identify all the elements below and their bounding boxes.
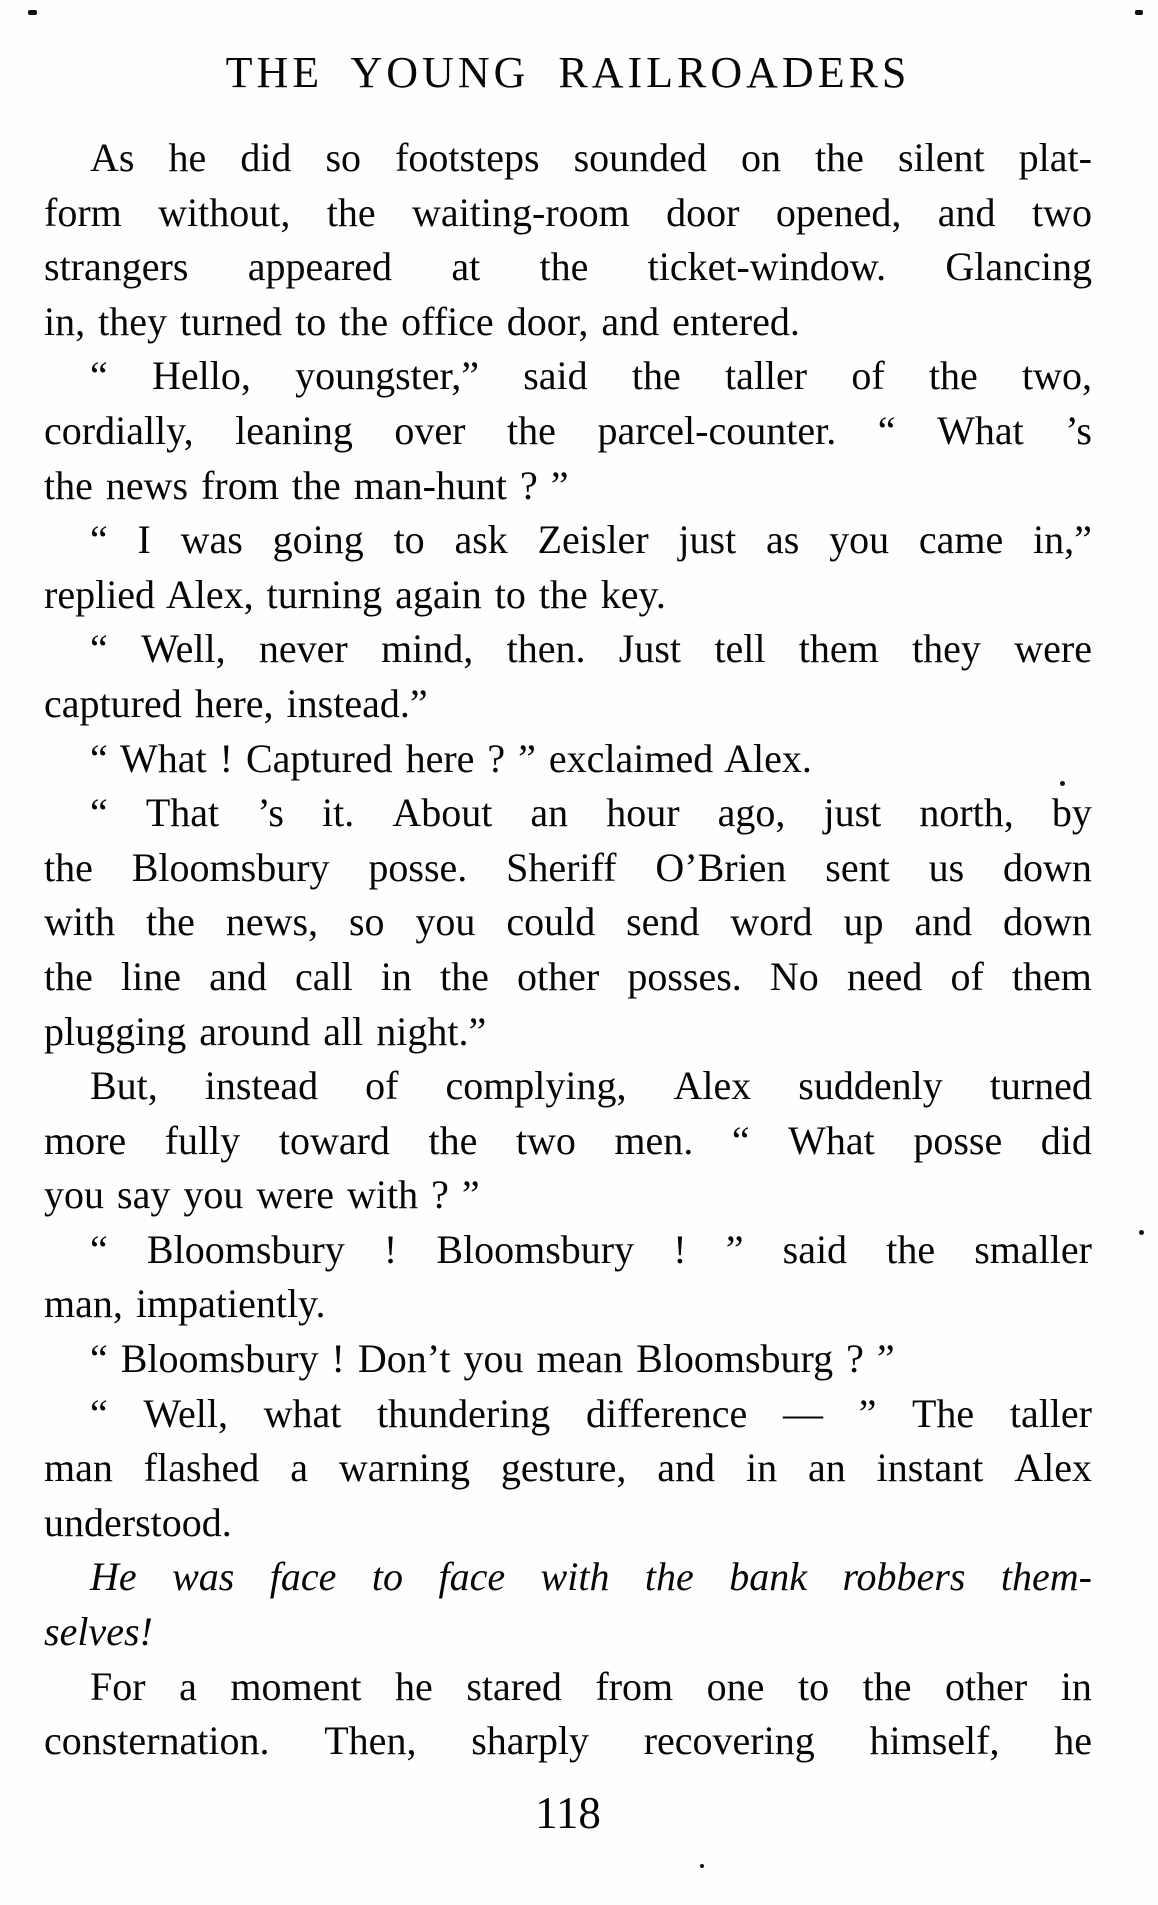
paragraph — [44, 1660, 1092, 1769]
text-line: But, instead of complying, Alex suddenly turned — [90, 1063, 1092, 1109]
text-line: the Bloomsbury posse. Sheriff O’Brien sent us down — [44, 844, 1092, 890]
page-text — [44, 131, 1092, 1769]
text-line: “ Bloomsbury ! Bloomsbury ! ” said the smaller — [90, 1226, 1092, 1272]
text-line: man flashed a warning gesture, and in an instant Alex — [44, 1445, 1092, 1491]
paragraph — [44, 732, 1092, 787]
running-head-title: THE YOUNG RAILROADERS — [225, 48, 911, 97]
text-line: the news from the man-hunt ? ” — [44, 462, 569, 508]
text-line: plugging around all night.” — [44, 1008, 487, 1054]
text-line: form without, the waiting-room door opened, and two — [44, 189, 1092, 235]
text-line: selves! — [44, 1609, 153, 1655]
paragraph — [44, 513, 1092, 622]
scan-artifact — [1135, 10, 1143, 15]
text-line: with the news, so you could send word up and down — [44, 899, 1092, 945]
text-line: “ Well, never mind, then. Just tell them they were — [90, 626, 1092, 672]
text-line: you say you were with ? ” — [44, 1172, 480, 1218]
paragraph — [44, 1332, 1092, 1387]
text-line: “ Bloomsbury ! Don’t you mean Bloomsburg ? ” — [90, 1336, 895, 1382]
text-line: captured here, instead.” — [44, 680, 428, 726]
text-line: man, impatiently. — [44, 1281, 326, 1327]
scan-artifact — [28, 10, 37, 15]
scan-artifact — [1139, 1230, 1144, 1235]
text-line: in, they turned to the office door, and entered. — [44, 298, 800, 344]
paragraph — [44, 622, 1092, 731]
scan-artifact — [700, 1864, 704, 1868]
text-line: “ I was going to ask Zeisler just as you came in,” — [90, 517, 1092, 563]
text-line: For a moment he stared from one to the other in — [90, 1663, 1092, 1709]
text-line: “ What ! Captured here ? ” exclaimed Alex. — [90, 735, 812, 781]
paragraph — [44, 1223, 1092, 1332]
text-line: “ Hello, youngster,” said the taller of the two, — [90, 353, 1092, 399]
paragraph — [44, 786, 1092, 1059]
text-line: consternation. Then, sharply recovering himself, he — [44, 1718, 1092, 1764]
paragraph — [44, 131, 1092, 349]
text-line: the line and call in the other posses. No need of them — [44, 953, 1092, 999]
text-line: strangers appeared at the ticket-window. Glancing — [44, 244, 1092, 290]
text-line: He was face to face with the bank robbers them- — [90, 1554, 1092, 1600]
text-line: replied Alex, turning again to the key. — [44, 571, 666, 617]
paragraph — [44, 1387, 1092, 1551]
page-number: 118 — [535, 1788, 601, 1838]
text-line: As he did so footsteps sounded on the silent plat- — [90, 135, 1092, 180]
paragraph-emphasis — [44, 1550, 1092, 1659]
text-line: “ That ’s it. About an hour ago, just north, by — [90, 790, 1092, 836]
text-line: cordially, leaning over the parcel-counter. “ What ’s — [44, 407, 1092, 453]
text-line: more fully toward the two men. “ What posse did — [44, 1117, 1092, 1163]
text-line: “ Well, what thundering difference — ” The taller — [90, 1390, 1092, 1436]
paragraph — [44, 1059, 1092, 1223]
paragraph — [44, 349, 1092, 513]
text-line: understood. — [44, 1499, 232, 1545]
scan-artifact — [1060, 781, 1065, 786]
